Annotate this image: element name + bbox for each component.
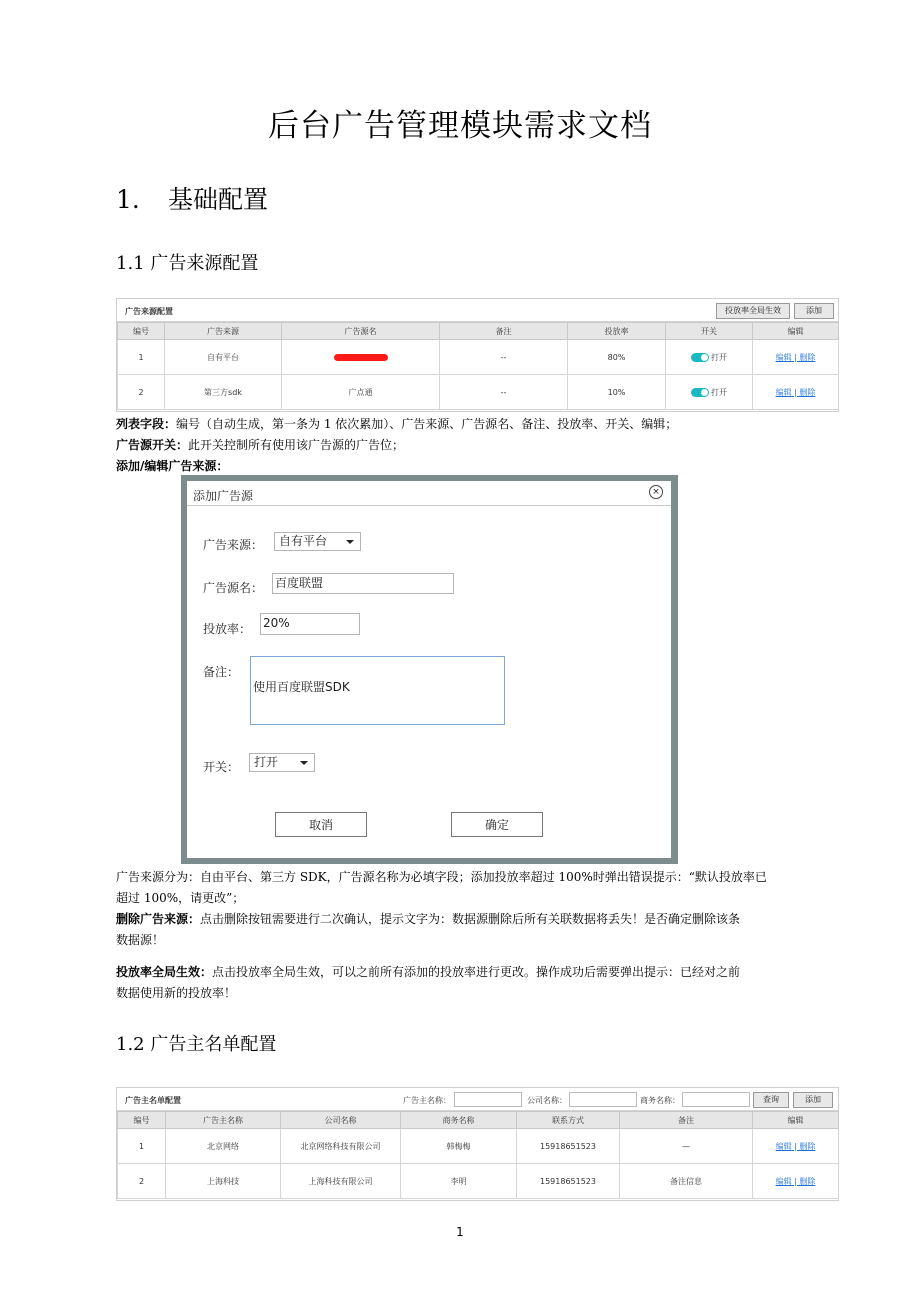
cell-advertiser-name: 上海科技 <box>166 1164 281 1199</box>
document-title: 后台广告管理模块需求文档 <box>268 108 652 144</box>
cell-id: 1 <box>118 340 165 375</box>
cell-note: — <box>620 1129 753 1164</box>
cell-rate: 10% <box>568 375 666 410</box>
cell-rate: 80% <box>568 340 666 375</box>
subsection-heading-1-1: 1.1 广告来源配置 <box>116 253 259 274</box>
advertiser-name-label: 广告主名称： <box>403 1096 451 1105</box>
add-source-button[interactable]: 添加 <box>794 303 834 319</box>
paragraph-text-line: 广告来源分为：自由平台、第三方 SDK，广告源名称为必填字段；添加投放率超过 100%时弹出错误提示：“默认投放率已 <box>116 870 767 884</box>
cell-note: -- <box>440 375 568 410</box>
advertiser-table-screenshot <box>116 1087 839 1201</box>
cell-id: 1 <box>118 1129 166 1164</box>
rate-input[interactable]: 20% <box>260 613 360 635</box>
toggle-switch[interactable] <box>691 353 709 362</box>
switch-select-value: 打开 <box>254 755 279 769</box>
source-select[interactable] <box>274 532 361 551</box>
link-separator: | <box>791 352 800 362</box>
note-textarea[interactable]: 使用百度联盟SDK <box>250 656 505 725</box>
business-name-label: 商务名称： <box>640 1096 680 1105</box>
paragraph-label: 删除广告来源： <box>116 912 201 926</box>
global-rate-button[interactable]: 投放率全局生效 <box>716 303 790 319</box>
toggle-switch[interactable] <box>691 388 709 397</box>
subsection-heading-1-2: 1.2 广告主名单配置 <box>116 1034 277 1055</box>
column-header: 投放率 <box>568 323 666 340</box>
cell-advertiser-name: 北京网络 <box>166 1129 281 1164</box>
paragraph-text-line: 数据源！ <box>116 933 165 947</box>
company-name-input[interactable] <box>569 1092 637 1107</box>
cell-edit <box>753 1164 839 1199</box>
paragraph-label: 添加/编辑广告来源： <box>116 459 229 473</box>
paragraph-text-line: 数据使用新的投放率！ <box>116 986 237 1000</box>
link-separator: | <box>791 387 800 397</box>
paragraph-text: 编号（自动生成，第一条为 1 依次累加）、广告来源、广告源名、备注、投放率、开关、编辑； <box>176 417 678 431</box>
section-number: 1. <box>116 185 140 214</box>
business-name-input[interactable] <box>682 1092 750 1107</box>
cell-note: 备注信息 <box>620 1164 753 1199</box>
paragraph-label: 列表字段： <box>116 417 177 431</box>
cell-edit <box>753 375 839 410</box>
column-header: 备注 <box>620 1112 753 1129</box>
cell-switch <box>666 340 753 375</box>
cancel-button[interactable]: 取消 <box>275 812 367 837</box>
table-header-row <box>118 323 839 340</box>
cell-phone: 15918651523 <box>517 1164 620 1199</box>
switch-label: 开关： <box>203 760 240 774</box>
cell-switch <box>666 375 753 410</box>
cell-note: -- <box>440 340 568 375</box>
cell-company: 北京网络科技有限公司 <box>281 1129 401 1164</box>
cell-business: 李明 <box>401 1164 517 1199</box>
paragraph-text-line: 点击删除按钮需要进行二次确认，提示文字为：数据源删除后所有关联数据将丢失！是否确定删除该条 <box>200 912 741 926</box>
cell-edit <box>753 1129 839 1164</box>
dialog-title: 添加广告源 <box>193 489 254 503</box>
cell-source: 自有平台 <box>165 340 282 375</box>
paragraph-text: 此开关控制所有使用该广告源的广告位； <box>188 438 405 452</box>
cell-edit <box>753 340 839 375</box>
advertiser-table-title: 广告主名单配置 <box>125 1096 181 1105</box>
add-advertiser-button[interactable]: 添加 <box>793 1092 833 1108</box>
name-input[interactable]: 百度联盟 <box>272 573 454 594</box>
column-header: 广告源名 <box>282 323 440 340</box>
column-header: 编号 <box>118 1112 166 1129</box>
column-header: 公司名称 <box>281 1112 401 1129</box>
table-header-row <box>118 1112 839 1129</box>
chevron-down-icon <box>346 540 354 544</box>
column-header: 开关 <box>666 323 753 340</box>
table-row <box>118 375 839 410</box>
close-icon[interactable]: × <box>649 485 663 499</box>
note-label: 备注： <box>203 665 240 679</box>
rate-label: 投放率： <box>203 622 252 636</box>
section-title: 基础配置 <box>168 185 269 214</box>
delete-link[interactable]: 删除 <box>799 387 816 397</box>
column-header: 编辑 <box>753 323 839 340</box>
column-header: 备注 <box>440 323 568 340</box>
dialog-title-bar <box>187 481 671 506</box>
edit-link[interactable]: 编辑 <box>775 387 792 397</box>
name-label: 广告源名： <box>203 581 264 595</box>
cell-id: 2 <box>118 375 165 410</box>
edit-link[interactable]: 编辑 <box>775 1141 792 1151</box>
cell-source: 第三方sdk <box>165 375 282 410</box>
column-header: 联系方式 <box>517 1112 620 1129</box>
ad-source-table <box>117 322 839 410</box>
ad-source-table-header-bar <box>117 299 838 322</box>
paragraph-global-rate <box>116 962 816 1004</box>
table-row <box>118 1164 839 1199</box>
column-header: 广告主名称 <box>166 1112 281 1129</box>
paragraph-text-line: 点击投放率全局生效，可以之前所有添加的投放率进行更改。操作成功后需要弹出提示：已经对之前 <box>212 965 741 979</box>
edit-link[interactable]: 编辑 <box>775 1176 792 1186</box>
delete-link[interactable]: 删除 <box>799 352 816 362</box>
table-row <box>118 340 839 375</box>
cell-name <box>282 340 440 375</box>
query-button[interactable]: 查询 <box>753 1092 789 1108</box>
table-row <box>118 1129 839 1164</box>
advertiser-table-header-bar <box>117 1088 838 1111</box>
delete-link[interactable]: 删除 <box>799 1176 816 1186</box>
cell-phone: 15918651523 <box>517 1129 620 1164</box>
company-name-label: 公司名称： <box>527 1096 567 1105</box>
column-header: 编号 <box>118 323 165 340</box>
chevron-down-icon <box>300 761 308 765</box>
column-header: 商务名称 <box>401 1112 517 1129</box>
switch-label: 打开 <box>711 387 727 397</box>
add-source-dialog <box>187 481 671 858</box>
page-number: 1 <box>456 1225 464 1239</box>
redaction-mark <box>334 354 388 361</box>
delete-link[interactable]: 删除 <box>799 1141 816 1151</box>
switch-label: 打开 <box>711 352 727 362</box>
paragraph-label: 广告源开关： <box>116 438 189 452</box>
advertiser-name-input[interactable] <box>454 1092 522 1107</box>
cell-name: 广点通 <box>282 375 440 410</box>
edit-link[interactable]: 编辑 <box>775 352 792 362</box>
cell-id: 2 <box>118 1164 166 1199</box>
ad-source-table-screenshot <box>116 298 839 412</box>
paragraph-text-line: 超过 100%，请更改”； <box>116 891 245 905</box>
cell-business: 韩梅梅 <box>401 1129 517 1164</box>
advertiser-table <box>117 1111 839 1199</box>
section-heading-1 <box>116 180 268 216</box>
paragraph-source-types <box>116 867 816 951</box>
source-label: 广告来源： <box>203 538 264 552</box>
cell-company: 上海科技有限公司 <box>281 1164 401 1199</box>
switch-select[interactable] <box>249 753 315 772</box>
ad-source-table-title: 广告来源配置 <box>125 307 173 316</box>
column-header: 编辑 <box>753 1112 839 1129</box>
confirm-button[interactable]: 确定 <box>451 812 543 837</box>
paragraph-list-fields <box>116 414 816 477</box>
source-select-value: 自有平台 <box>279 534 328 548</box>
link-separator: | <box>791 1176 800 1186</box>
paragraph-label: 投放率全局生效： <box>116 965 213 979</box>
link-separator: | <box>791 1141 800 1151</box>
column-header: 广告来源 <box>165 323 282 340</box>
